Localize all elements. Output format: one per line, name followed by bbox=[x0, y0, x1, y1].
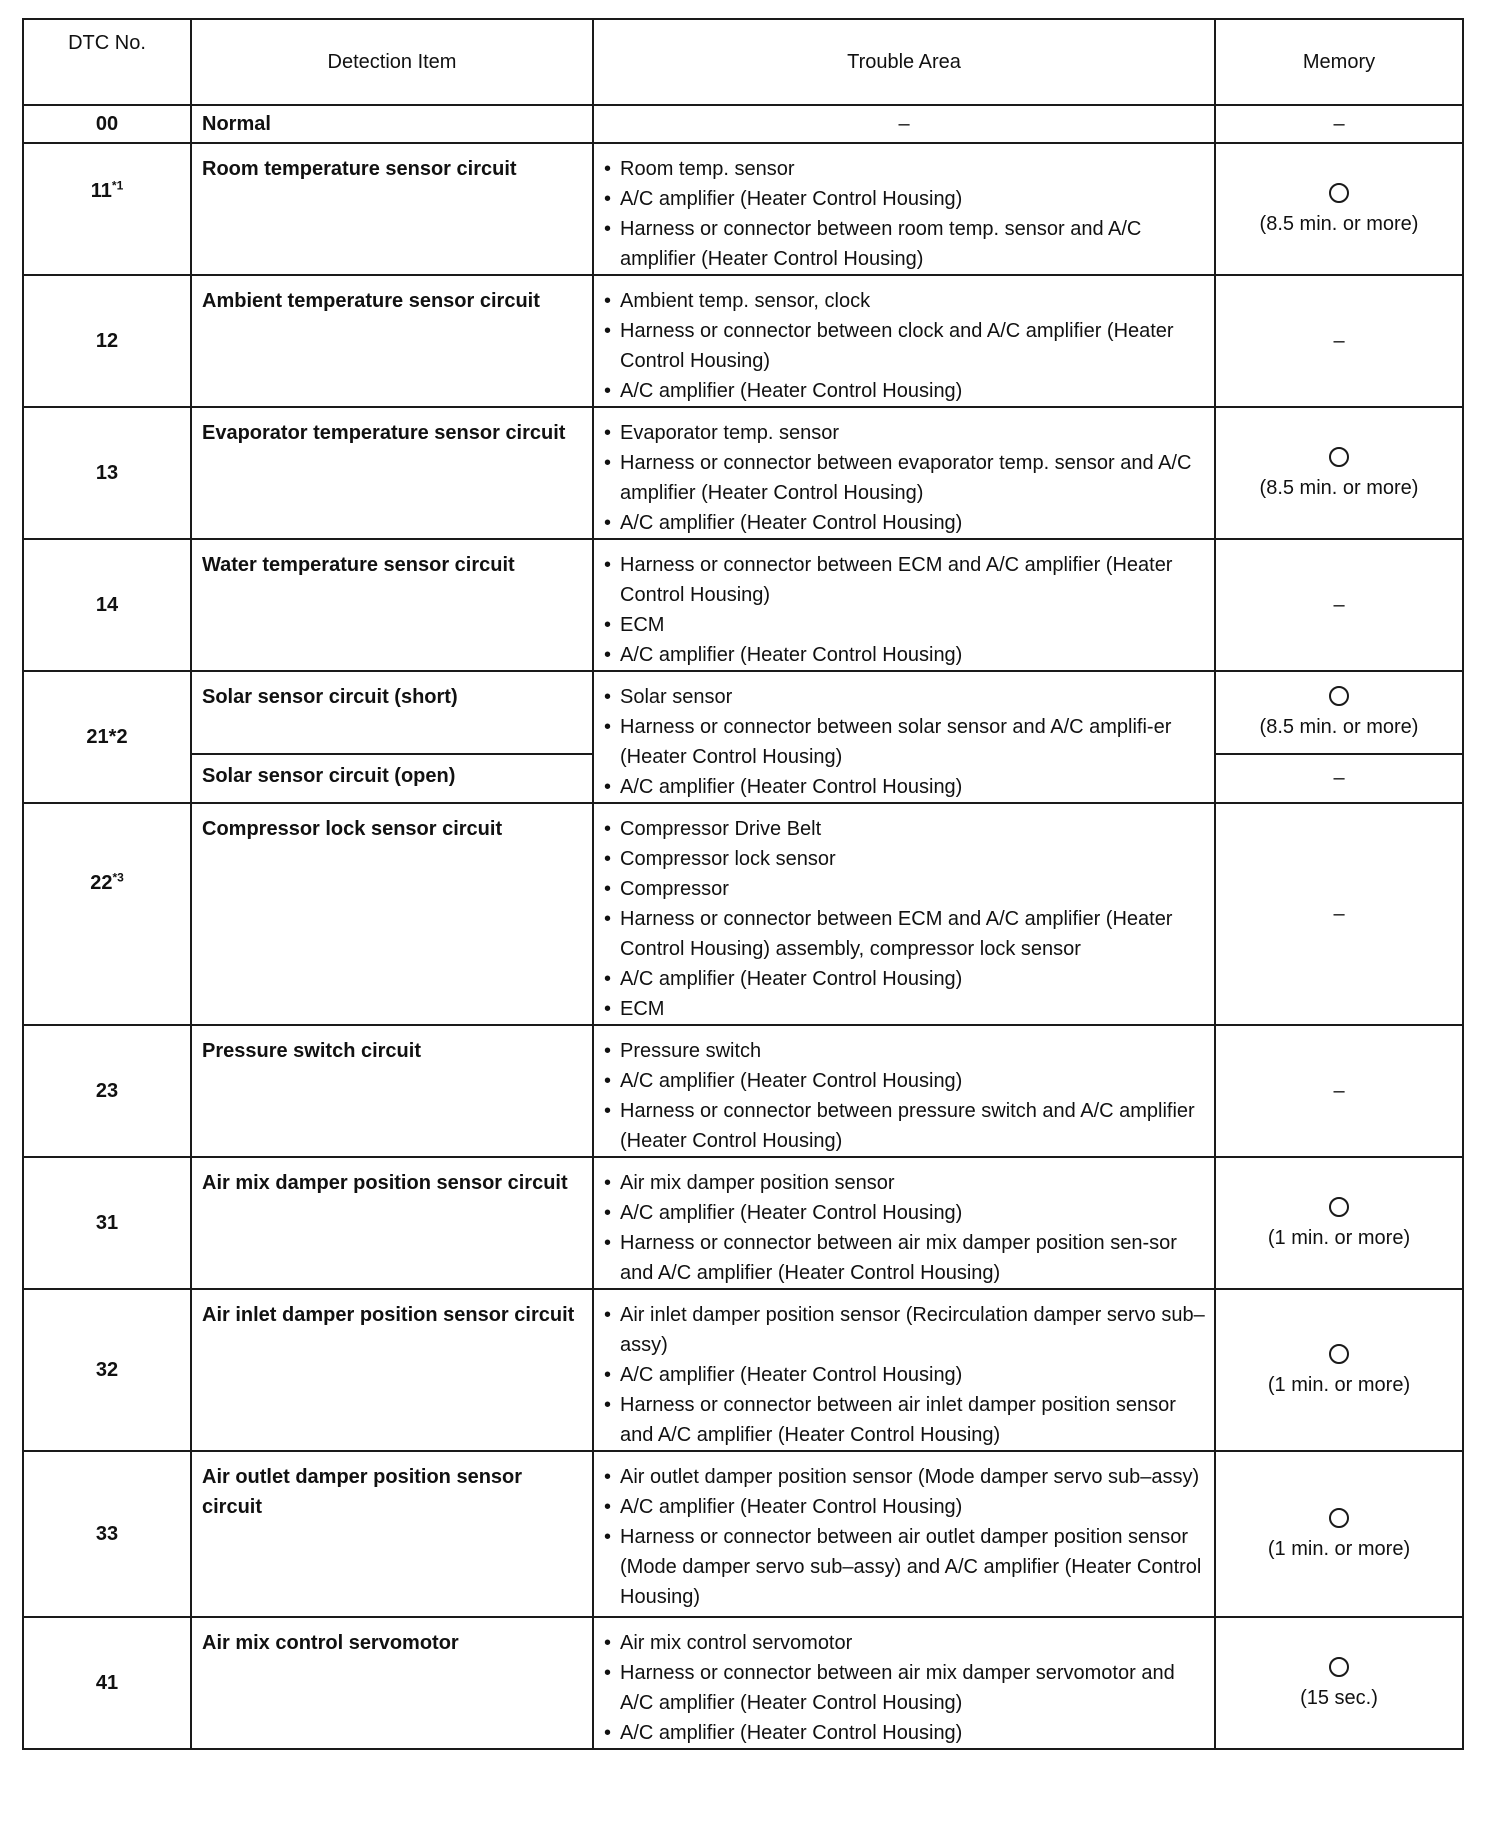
table-row bbox=[23, 1451, 1463, 1617]
trouble-item: • Air mix damper position sensor bbox=[602, 1168, 1206, 1198]
detection-item: Solar sensor circuit (short) bbox=[191, 671, 593, 754]
trouble-item: • A/C amplifier (Heater Control Housing) bbox=[602, 1360, 1206, 1390]
memory bbox=[1215, 407, 1463, 539]
detection-item: Air inlet damper position sensor circuit bbox=[191, 1289, 593, 1451]
trouble-area: – bbox=[593, 105, 1215, 143]
trouble-item: • Harness or connector between room temp. sensor and A/C amplifier (Heater Control Housing) bbox=[602, 214, 1206, 274]
trouble-area bbox=[593, 143, 1215, 275]
trouble-item: • Air outlet damper position sensor (Mode damper servo sub–assy) bbox=[602, 1462, 1206, 1492]
trouble-area bbox=[593, 407, 1215, 539]
table-row bbox=[23, 1025, 1463, 1157]
trouble-item: • Solar sensor bbox=[602, 682, 1206, 712]
trouble-item: • A/C amplifier (Heater Control Housing) bbox=[602, 1066, 1206, 1096]
dtc-number: 00 bbox=[23, 105, 191, 143]
dtc-number: 21*2 bbox=[23, 671, 191, 803]
trouble-item: • Evaporator temp. sensor bbox=[602, 418, 1206, 448]
memory bbox=[1215, 1451, 1463, 1617]
trouble-item: • ECM bbox=[602, 994, 1206, 1024]
trouble-item: • Room temp. sensor bbox=[602, 154, 1206, 184]
trouble-item: • A/C amplifier (Heater Control Housing) bbox=[602, 376, 1206, 406]
memory: – bbox=[1215, 539, 1463, 671]
table-row bbox=[23, 407, 1463, 539]
table-row bbox=[23, 539, 1463, 671]
trouble-item: • Harness or connector between pressure switch and A/C amplifier (Heater Control Housing) bbox=[602, 1096, 1206, 1156]
trouble-item: • Pressure switch bbox=[602, 1036, 1206, 1066]
trouble-area bbox=[593, 1617, 1215, 1749]
memory-condition: (15 sec.) bbox=[1300, 1687, 1378, 1709]
memory-condition: (8.5 min. or more) bbox=[1259, 477, 1419, 499]
circle-mark-icon bbox=[1329, 686, 1349, 706]
memory: – bbox=[1215, 754, 1463, 803]
dtc-number: 31 bbox=[23, 1157, 191, 1289]
dtc-table bbox=[22, 18, 1464, 1750]
memory bbox=[1215, 143, 1463, 275]
memory bbox=[1215, 1157, 1463, 1289]
dtc-number: 12 bbox=[23, 275, 191, 407]
dtc-footnote: *1 bbox=[111, 178, 124, 193]
detection-item: Water temperature sensor circuit bbox=[191, 539, 593, 671]
trouble-item: • A/C amplifier (Heater Control Housing) bbox=[602, 640, 1206, 670]
table-row bbox=[23, 275, 1463, 407]
trouble-item: • A/C amplifier (Heater Control Housing) bbox=[602, 508, 1206, 538]
memory-condition: (1 min. or more) bbox=[1267, 1538, 1411, 1560]
dtc-number: 33 bbox=[23, 1451, 191, 1617]
header-dtc: DTC No. bbox=[23, 19, 191, 105]
table-row bbox=[23, 671, 1463, 754]
dtc-number: 22$^{*3}$ bbox=[23, 803, 191, 1025]
trouble-area bbox=[593, 275, 1215, 407]
trouble-item: • Ambient temp. sensor, clock bbox=[602, 286, 1206, 316]
trouble-item: • A/C amplifier (Heater Control Housing) bbox=[602, 964, 1206, 994]
dtc-number: 41 bbox=[23, 1617, 191, 1749]
trouble-item: • A/C amplifier (Heater Control Housing) bbox=[602, 1718, 1206, 1748]
detection-item: Air mix damper position sensor circuit bbox=[191, 1157, 593, 1289]
dtc-number: 23 bbox=[23, 1025, 191, 1157]
trouble-area bbox=[593, 803, 1215, 1025]
detection-item: Ambient temperature sensor circuit bbox=[191, 275, 593, 407]
trouble-item: • Air inlet damper position sensor (Recirculation damper servo sub–assy) bbox=[602, 1300, 1206, 1360]
trouble-item: • A/C amplifier (Heater Control Housing) bbox=[602, 1492, 1206, 1522]
detection-item: Normal bbox=[191, 105, 593, 143]
detection-item: Solar sensor circuit (open) bbox=[191, 754, 593, 803]
circle-mark-icon bbox=[1329, 447, 1349, 467]
trouble-item: • Harness or connector between evaporator temp. sensor and A/C amplifier (Heater Control Housing) bbox=[602, 448, 1206, 508]
dtc-number: 14 bbox=[23, 539, 191, 671]
memory: – bbox=[1215, 105, 1463, 143]
trouble-area bbox=[593, 1451, 1215, 1617]
trouble-item: • Compressor bbox=[602, 874, 1206, 904]
trouble-item: • Harness or connector between clock and A/C amplifier (Heater Control Housing) bbox=[602, 316, 1206, 376]
table-row bbox=[23, 803, 1463, 1025]
table-row bbox=[23, 1617, 1463, 1749]
detection-item: Compressor lock sensor circuit bbox=[191, 803, 593, 1025]
detection-item: Air mix control servomotor bbox=[191, 1617, 593, 1749]
memory bbox=[1215, 1289, 1463, 1451]
trouble-item: • Harness or connector between air mix damper servomotor and A/C amplifier (Heater Control Housing) bbox=[602, 1658, 1206, 1718]
trouble-item: • Harness or connector between solar sensor and A/C amplifi-er (Heater Control Housing) bbox=[602, 712, 1206, 772]
trouble-area bbox=[593, 1025, 1215, 1157]
table-row bbox=[23, 105, 1463, 143]
trouble-area bbox=[593, 1157, 1215, 1289]
trouble-item: • Harness or connector between air outlet damper position sensor (Mode damper servo sub–assy) and A/C amplifier (Heater Control Housing) bbox=[602, 1522, 1206, 1612]
trouble-area bbox=[593, 1289, 1215, 1451]
trouble-item: • Compressor lock sensor bbox=[602, 844, 1206, 874]
trouble-item: • Harness or connector between air mix damper position sen-sor and A/C amplifier (Heater Control Housing) bbox=[602, 1228, 1206, 1288]
trouble-item: • Harness or connector between air inlet damper position sensor and A/C amplifier (Heater Control Housing) bbox=[602, 1390, 1206, 1450]
trouble-item: • Compressor Drive Belt bbox=[602, 814, 1206, 844]
detection-item: Evaporator temperature sensor circuit bbox=[191, 407, 593, 539]
detection-item: Air outlet damper position sensor circuit bbox=[191, 1451, 593, 1617]
header-memory: Memory bbox=[1215, 19, 1463, 105]
detection-item: Pressure switch circuit bbox=[191, 1025, 593, 1157]
table-row bbox=[23, 1157, 1463, 1289]
table-row bbox=[23, 143, 1463, 275]
header-detection: Detection Item bbox=[191, 19, 593, 105]
trouble-item: • ECM bbox=[602, 610, 1206, 640]
circle-mark-icon bbox=[1329, 1197, 1349, 1217]
circle-mark-icon bbox=[1329, 1344, 1349, 1364]
memory: – bbox=[1215, 1025, 1463, 1157]
trouble-item: • A/C amplifier (Heater Control Housing) bbox=[602, 184, 1206, 214]
trouble-item: • A/C amplifier (Heater Control Housing) bbox=[602, 1198, 1206, 1228]
circle-mark-icon bbox=[1329, 1657, 1349, 1677]
memory: – bbox=[1215, 275, 1463, 407]
memory: – bbox=[1215, 803, 1463, 1025]
dtc-number: 11$^{*1}$ bbox=[23, 143, 191, 275]
trouble-item: • A/C amplifier (Heater Control Housing) bbox=[602, 772, 1206, 802]
dtc-number: 13 bbox=[23, 407, 191, 539]
memory-condition: (1 min. or more) bbox=[1267, 1374, 1411, 1396]
trouble-area bbox=[593, 671, 1215, 803]
memory-condition: (8.5 min. or more) bbox=[1259, 213, 1419, 235]
trouble-item: • Harness or connector between ECM and A/C amplifier (Heater Control Housing) bbox=[602, 550, 1206, 610]
trouble-item: • Harness or connector between ECM and A/C amplifier (Heater Control Housing) assembly, compressor lock sensor bbox=[602, 904, 1206, 964]
memory bbox=[1215, 1617, 1463, 1749]
header-trouble: Trouble Area bbox=[593, 19, 1215, 105]
table-row bbox=[23, 1289, 1463, 1451]
trouble-area bbox=[593, 539, 1215, 671]
dtc-number: 32 bbox=[23, 1289, 191, 1451]
header-row bbox=[23, 19, 1463, 105]
circle-mark-icon bbox=[1329, 183, 1349, 203]
circle-mark-icon bbox=[1329, 1508, 1349, 1528]
memory-condition: (1 min. or more) bbox=[1267, 1227, 1411, 1249]
dtc-footnote: *3 bbox=[112, 870, 124, 885]
memory bbox=[1215, 671, 1463, 754]
detection-item: Room temperature sensor circuit bbox=[191, 143, 593, 275]
memory-condition: (8.5 min. or more) bbox=[1259, 716, 1419, 739]
trouble-item: • Air mix control servomotor bbox=[602, 1628, 1206, 1658]
